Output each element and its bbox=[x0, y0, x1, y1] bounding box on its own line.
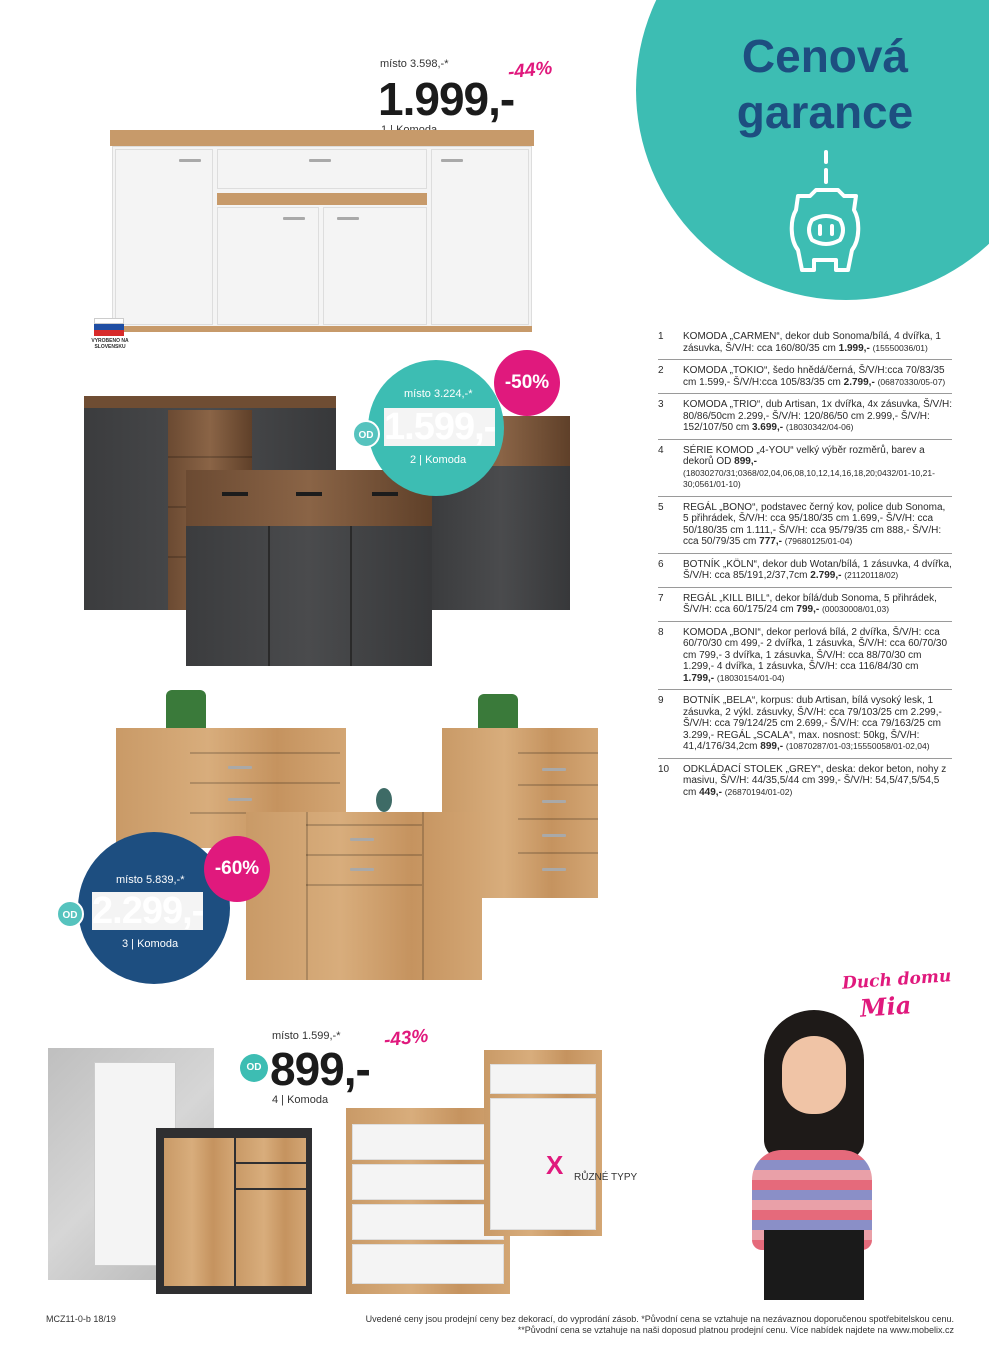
mascot-label-line1: Duch domu bbox=[841, 966, 952, 994]
product-description bbox=[683, 502, 952, 548]
product-list-item bbox=[658, 365, 952, 394]
variants-mark: X bbox=[546, 1150, 564, 1180]
product-code: (15550036/01) bbox=[872, 342, 928, 353]
product-number: 4 bbox=[658, 444, 664, 456]
product-list-item bbox=[658, 695, 952, 759]
product-number: 1 bbox=[658, 331, 664, 342]
product-description bbox=[683, 695, 952, 753]
slovak-flag-icon bbox=[94, 318, 124, 336]
product-text: REGÁL „KILL BILL“, dekor bílá/dub Sonoma, 5 přihrádek, Š/V/H: cca 60/175/24 cm bbox=[683, 592, 937, 615]
product-number: 5 bbox=[658, 501, 664, 513]
caption-4: 4 | Komoda bbox=[272, 1094, 329, 1106]
product-description bbox=[683, 331, 952, 354]
product-price: 799,- bbox=[796, 604, 820, 615]
komoda-trio-front-image bbox=[246, 812, 482, 980]
product-code: (00030008/01,03) bbox=[821, 604, 890, 614]
od-badge-2: OD bbox=[352, 420, 380, 448]
product-number: 9 bbox=[658, 695, 664, 706]
product-price: 777,- bbox=[759, 536, 782, 547]
product-list-item bbox=[658, 502, 952, 554]
product-code: (10870287/01-03;15550058/01-02,04) bbox=[785, 741, 930, 751]
product-code: (79680125/01-04) bbox=[784, 536, 853, 546]
variants-label: RŮZNÉ TYPY bbox=[574, 1172, 638, 1183]
product-code: (18030342/04-06) bbox=[785, 422, 854, 432]
product-number: 7 bbox=[658, 592, 664, 604]
original-price-2: místo 3.224,-* bbox=[404, 388, 473, 400]
product-list-item bbox=[658, 331, 952, 360]
product-list-item bbox=[658, 593, 952, 622]
piggy-bank-icon bbox=[786, 150, 864, 274]
product-price: 3.699,- bbox=[751, 422, 784, 433]
product-description bbox=[683, 764, 952, 799]
product-number: 3 bbox=[658, 399, 664, 410]
product-text: KOMODA „BONI“, dekor perlová bílá, 2 dvířka, Š/V/H: cca 60/70/30 cm 499,- 2 dvířka, 1 zásuvka, Š/V/H: cca 60/70/30 cm 799,- 3 dvířka, 1 zásuvka, Š/V/H: cca 88/70/30 cm 1.299,- 4 dvířka, 1 zásuvka, Š/V/H: cca 116/84/30 cm bbox=[683, 626, 948, 672]
product-description bbox=[683, 559, 952, 582]
product-price: 899,- bbox=[760, 741, 784, 752]
vase-decor bbox=[376, 788, 392, 812]
caption-3: 3 | Komoda bbox=[122, 938, 179, 950]
product-text: KOMODA „TRIO“, dub Artisan, 1x dvířka, 4x zásuvka, Š/V/H: 80/86/50cm 2.299,- Š/V/H: 120/86/50 cm 2.999,- Š/V/H: 152/107/50 cm bbox=[683, 399, 952, 433]
product-code: (18030154/01-04) bbox=[716, 672, 785, 683]
price-4: 899,- bbox=[270, 1043, 370, 1095]
price-2: 1.599,- bbox=[384, 406, 496, 448]
product-number: 8 bbox=[658, 626, 664, 638]
komoda-tokio-front-image bbox=[186, 470, 432, 666]
komoda-4you-dark-image bbox=[156, 1128, 312, 1294]
od-badge-4: OD bbox=[240, 1054, 268, 1082]
original-price-3: místo 5.839,-* bbox=[116, 874, 185, 886]
carmen-base bbox=[112, 326, 532, 332]
product-number: 2 bbox=[658, 365, 664, 376]
original-price-1: místo 3.598,-* bbox=[380, 58, 449, 70]
od-badge-3: OD bbox=[56, 900, 84, 928]
product-number: 6 bbox=[658, 558, 664, 570]
mascot-woman-image bbox=[724, 1010, 964, 1310]
product-text: KOMODA „TOKIO“, šedo hnědá/černá, Š/V/H:cca 70/83/35 cm 1.599,- Š/V/H:cca 105/83/35 cm bbox=[683, 365, 945, 388]
product-list-item bbox=[658, 559, 952, 588]
discount-1: -44% bbox=[506, 57, 554, 84]
komoda-carmen-image bbox=[112, 146, 532, 328]
product-text: BOTNÍK „KÖLN“, dekor dub Wotan/bílá, 1 zásuvka, 4 dvířka, Š/V/H: cca 85/191,2/37,7cm bbox=[683, 558, 952, 581]
discount-3: -60% bbox=[204, 836, 270, 902]
product-price: 899,- bbox=[734, 456, 757, 467]
product-code: (21120118/02) bbox=[844, 570, 899, 580]
product-price: 449,- bbox=[699, 786, 722, 798]
footer-note-1: Uvedené ceny jsou prodejní ceny bez dekorací, do vyprodání zásob. *Původní cena se vztahuje na nezávaznou doporučenou spotřebitelskou cenu. bbox=[365, 1314, 954, 1324]
komoda-4you-tall-image bbox=[484, 1050, 602, 1236]
price-3: 2.299,- bbox=[92, 890, 204, 932]
product-list bbox=[658, 331, 952, 808]
product-text: BOTNÍK „BELA“, korpus: dub Artisan, bílá vysoký lesk, 1 zásuvka, 2 výkl. zásuvky, Š/V/H: cca 79/103/25 cm 2.299,- Š/V/H: cca 79/124/25 cm 2.699,- Š/V/H: cca 79/163/25 cm 3.299,- REGÁL „SCALA“, max. nosnost: 50kg, Š/V/H: 41,4/176/34,2cm bbox=[683, 695, 942, 752]
discount-2: -50% bbox=[494, 350, 560, 416]
product-description bbox=[683, 593, 952, 616]
made-in-slovakia-label: VYROBENO NA SLOVENSKU bbox=[91, 338, 129, 350]
product-text: ODKLÁDACÍ STOLEK „GREY“, deska: dekor beton, nohy z masivu, Š/V/H: 44/35,5/44 cm 399,- Š/V/H: 54,5/47,5/54,5 cm bbox=[683, 763, 947, 798]
product-description bbox=[683, 365, 952, 388]
product-text: REGÁL „BONO“, podstavec černý kov, police dub Sonoma, 5 přihrádek, Š/V/H: cca 95/180/35 cm 1.699,- Š/V/H: cca 50/180/35 cm 1.111,- Š/V/H: cca 95/79/35 cm 888,- Š/V/H: cca 50/79/35 cm bbox=[683, 501, 946, 547]
product-price: 2.799,- bbox=[810, 570, 842, 581]
product-description bbox=[683, 627, 952, 685]
product-text: SÉRIE KOMOD „4-YOU“ velký výběr rozměrů, barev a dekorů OD bbox=[683, 444, 925, 467]
product-list-item bbox=[658, 399, 952, 440]
product-number: 10 bbox=[658, 763, 670, 775]
product-price: 1.799,- bbox=[683, 672, 715, 684]
discount-4: -43% bbox=[382, 1025, 430, 1052]
original-price-4: místo 1.599,-* bbox=[272, 1030, 341, 1042]
carmen-top bbox=[110, 130, 534, 146]
product-price: 1.999,- bbox=[838, 342, 870, 354]
product-text: KOMODA „CARMEN“, dekor dub Sonoma/bílá, 4 dvířka, 1 zásuvka, Š/V/H: cca 160/80/35 cm bbox=[683, 331, 941, 354]
product-price: 2.799,- bbox=[843, 376, 875, 388]
product-list-item bbox=[658, 764, 952, 804]
product-code: (26870194/01-02) bbox=[724, 786, 793, 797]
product-code: (06870330/05-07) bbox=[877, 376, 946, 387]
product-description bbox=[683, 399, 952, 434]
product-code: (18030270/31;0368/02,04,06,08,10,12,14,16,18,20;0432/01-10,21-30;0561/01-10) bbox=[683, 467, 935, 489]
plant-decor bbox=[166, 690, 206, 728]
mascot-label-line2: Mia bbox=[859, 990, 913, 1023]
footer-code: MCZ11-0-b 18/19 bbox=[46, 1314, 116, 1324]
price-guarantee-title: Cenová garance bbox=[736, 30, 914, 138]
product-list-item bbox=[658, 445, 952, 497]
product-list-item bbox=[658, 627, 952, 691]
product-description bbox=[683, 445, 952, 491]
price-1: 1.999,- bbox=[378, 73, 515, 125]
footer-note-2: **Původní cena se vztahuje na naši doposud platnou prodejní cenu. Více nabídek najdete na www.mobelix.cz bbox=[517, 1325, 954, 1335]
caption-2: 2 | Komoda bbox=[410, 454, 467, 466]
plant-decor-right bbox=[478, 694, 518, 728]
